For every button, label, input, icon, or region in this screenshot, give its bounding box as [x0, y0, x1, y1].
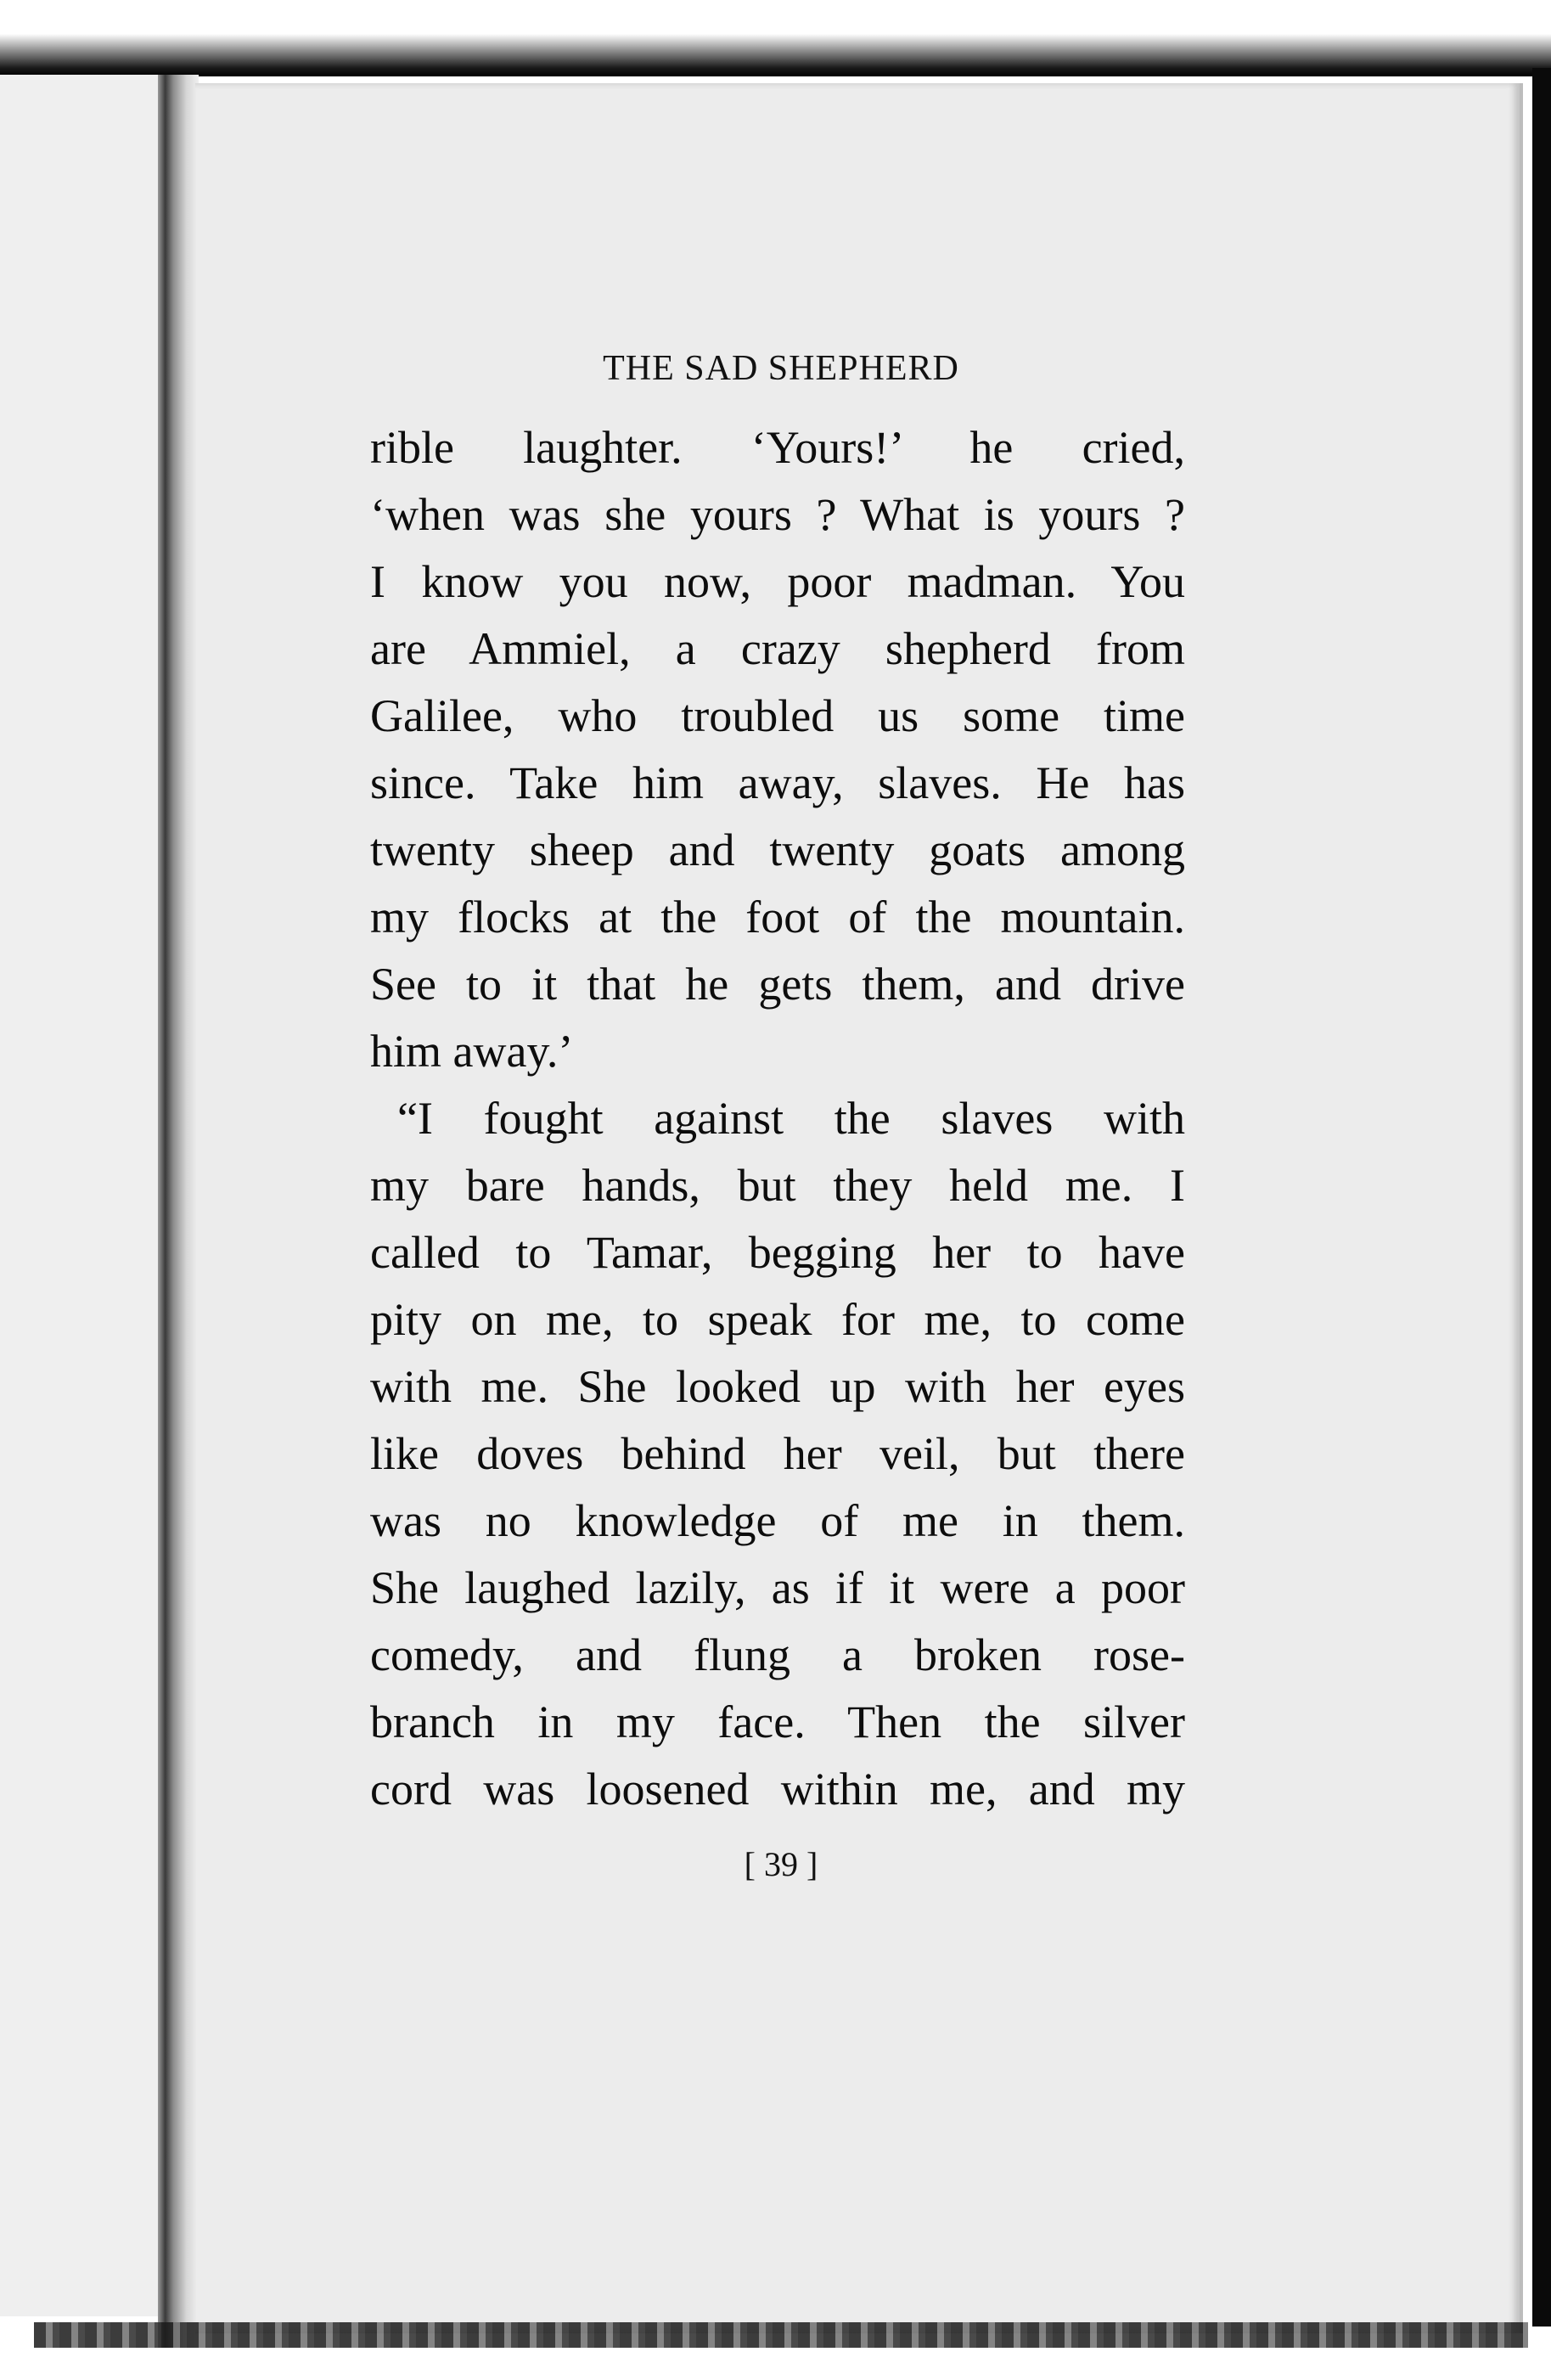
text-line: like doves behind her veil, but there	[370, 1428, 1185, 1479]
text-line: called to Tamar, begging her to have	[370, 1227, 1185, 1278]
text-line: Galilee, who troubled us some time	[370, 690, 1185, 741]
text-line: cord was loosened within me, and my	[370, 1764, 1185, 1815]
text-line: comedy, and flung a broken rose-	[370, 1629, 1185, 1680]
running-head: THE SAD SHEPHERD	[603, 349, 959, 388]
text-line: since. Take him away, slaves. He has	[370, 757, 1185, 808]
scan-border-bottom	[0, 2348, 1551, 2380]
page-number: [ 39 ]	[744, 1845, 818, 1883]
text-line: my flocks at the foot of the mountain.	[370, 892, 1185, 942]
text-line: pity on me, to speak for me, to come	[370, 1294, 1185, 1345]
text-line: twenty sheep and twenty goats among	[370, 824, 1185, 875]
scan-border-top	[0, 0, 1551, 76]
text-line: She laughed lazily, as if it were a poor	[370, 1562, 1185, 1613]
text-line: was no knowledge of me in them.	[370, 1495, 1185, 1546]
text-line: ‘when was she yours ? What is yours ?	[370, 489, 1185, 540]
text-line: I know you now, poor madman. You	[370, 556, 1185, 607]
book-gutter	[158, 75, 199, 2350]
text-line: with me. She looked up with her eyes	[370, 1361, 1185, 1412]
text-line: “I fought against the slaves with	[397, 1093, 1185, 1144]
text-line: are Ammiel, a crazy shepherd from	[370, 623, 1185, 674]
text-line: See to it that he gets them, and drive	[370, 959, 1185, 1010]
text-line: branch in my face. Then the silver	[370, 1696, 1185, 1747]
left-facing-page	[0, 75, 170, 2316]
scan-border-right	[1532, 68, 1551, 2327]
page-bottom-edge	[34, 2322, 1528, 2348]
text-line: my bare hands, but they held me. I	[370, 1160, 1185, 1211]
text-line: him away.’	[370, 1026, 574, 1077]
text-line: rible laughter. ‘Yours!’ he cried,	[370, 422, 1185, 473]
body-text	[370, 414, 1185, 1823]
